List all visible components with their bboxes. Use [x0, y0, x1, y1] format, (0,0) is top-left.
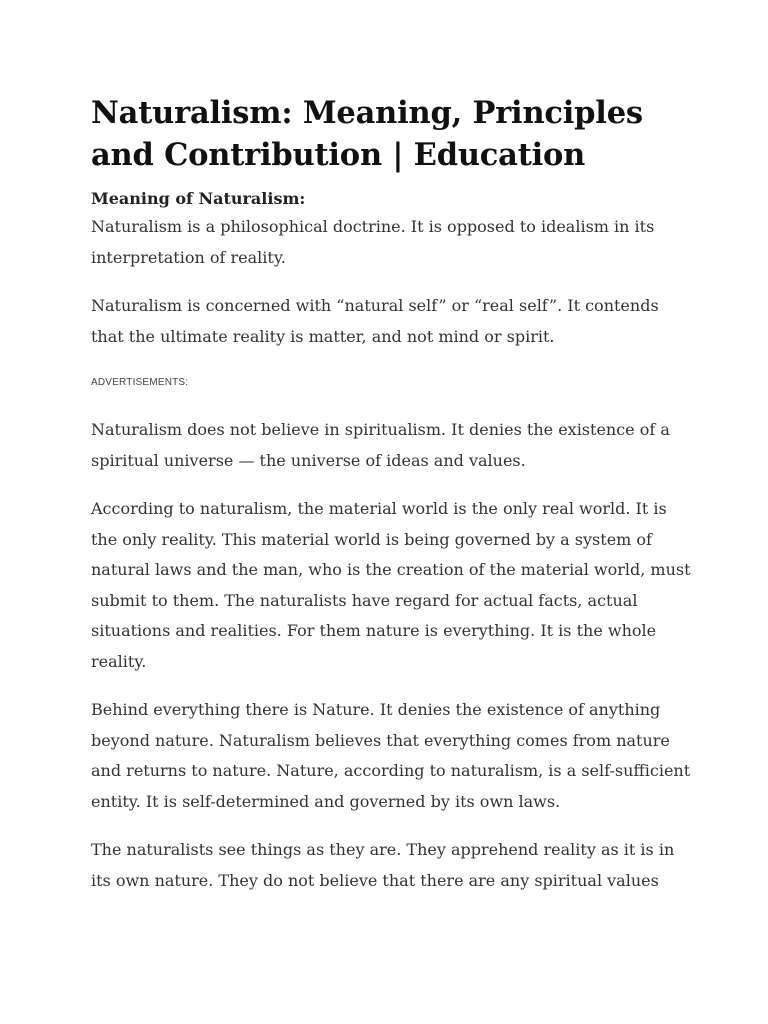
paragraph: According to naturalism, the material world is the only real world. It is the only reality. This material world is being governed by a system of natural laws and the man, who is the creation of the material world, must submit to them. The naturalists have regard for actual facts, actual situations and realities. For them nature is everything. It is the whole reality.	[91, 499, 691, 671]
article-title: Naturalism: Meaning, Principles and Contribution | Education	[91, 95, 643, 173]
paragraph: Naturalism does not believe in spiritualism. It denies the existence of a spiritual universe — the universe of ideas and values.	[91, 420, 670, 470]
paragraph: Naturalism is a philosophical doctrine. It is opposed to idealism in its interpretation of reality.	[91, 217, 655, 267]
paragraph: Naturalism is concerned with “natural self” or “real self”. It contends that the ultimate reality is matter, and not mind or spirit.	[91, 296, 659, 346]
advertisements-label: ADVERTISEMENTS:	[91, 377, 189, 388]
paragraph: The naturalists see things as they are. They apprehend reality as it is in its own nature. They do not believe that there are any spiritual values	[91, 840, 675, 890]
paragraph: Behind everything there is Nature. It denies the existence of anything beyond nature. Naturalism believes that everything comes from nature and returns to nature. Nature, according to naturalism, is a self-sufficient entity. It is self-determined and governed by its own laws.	[91, 700, 691, 811]
article	[91, 92, 691, 896]
section-heading: Meaning of Naturalism:	[91, 189, 306, 208]
